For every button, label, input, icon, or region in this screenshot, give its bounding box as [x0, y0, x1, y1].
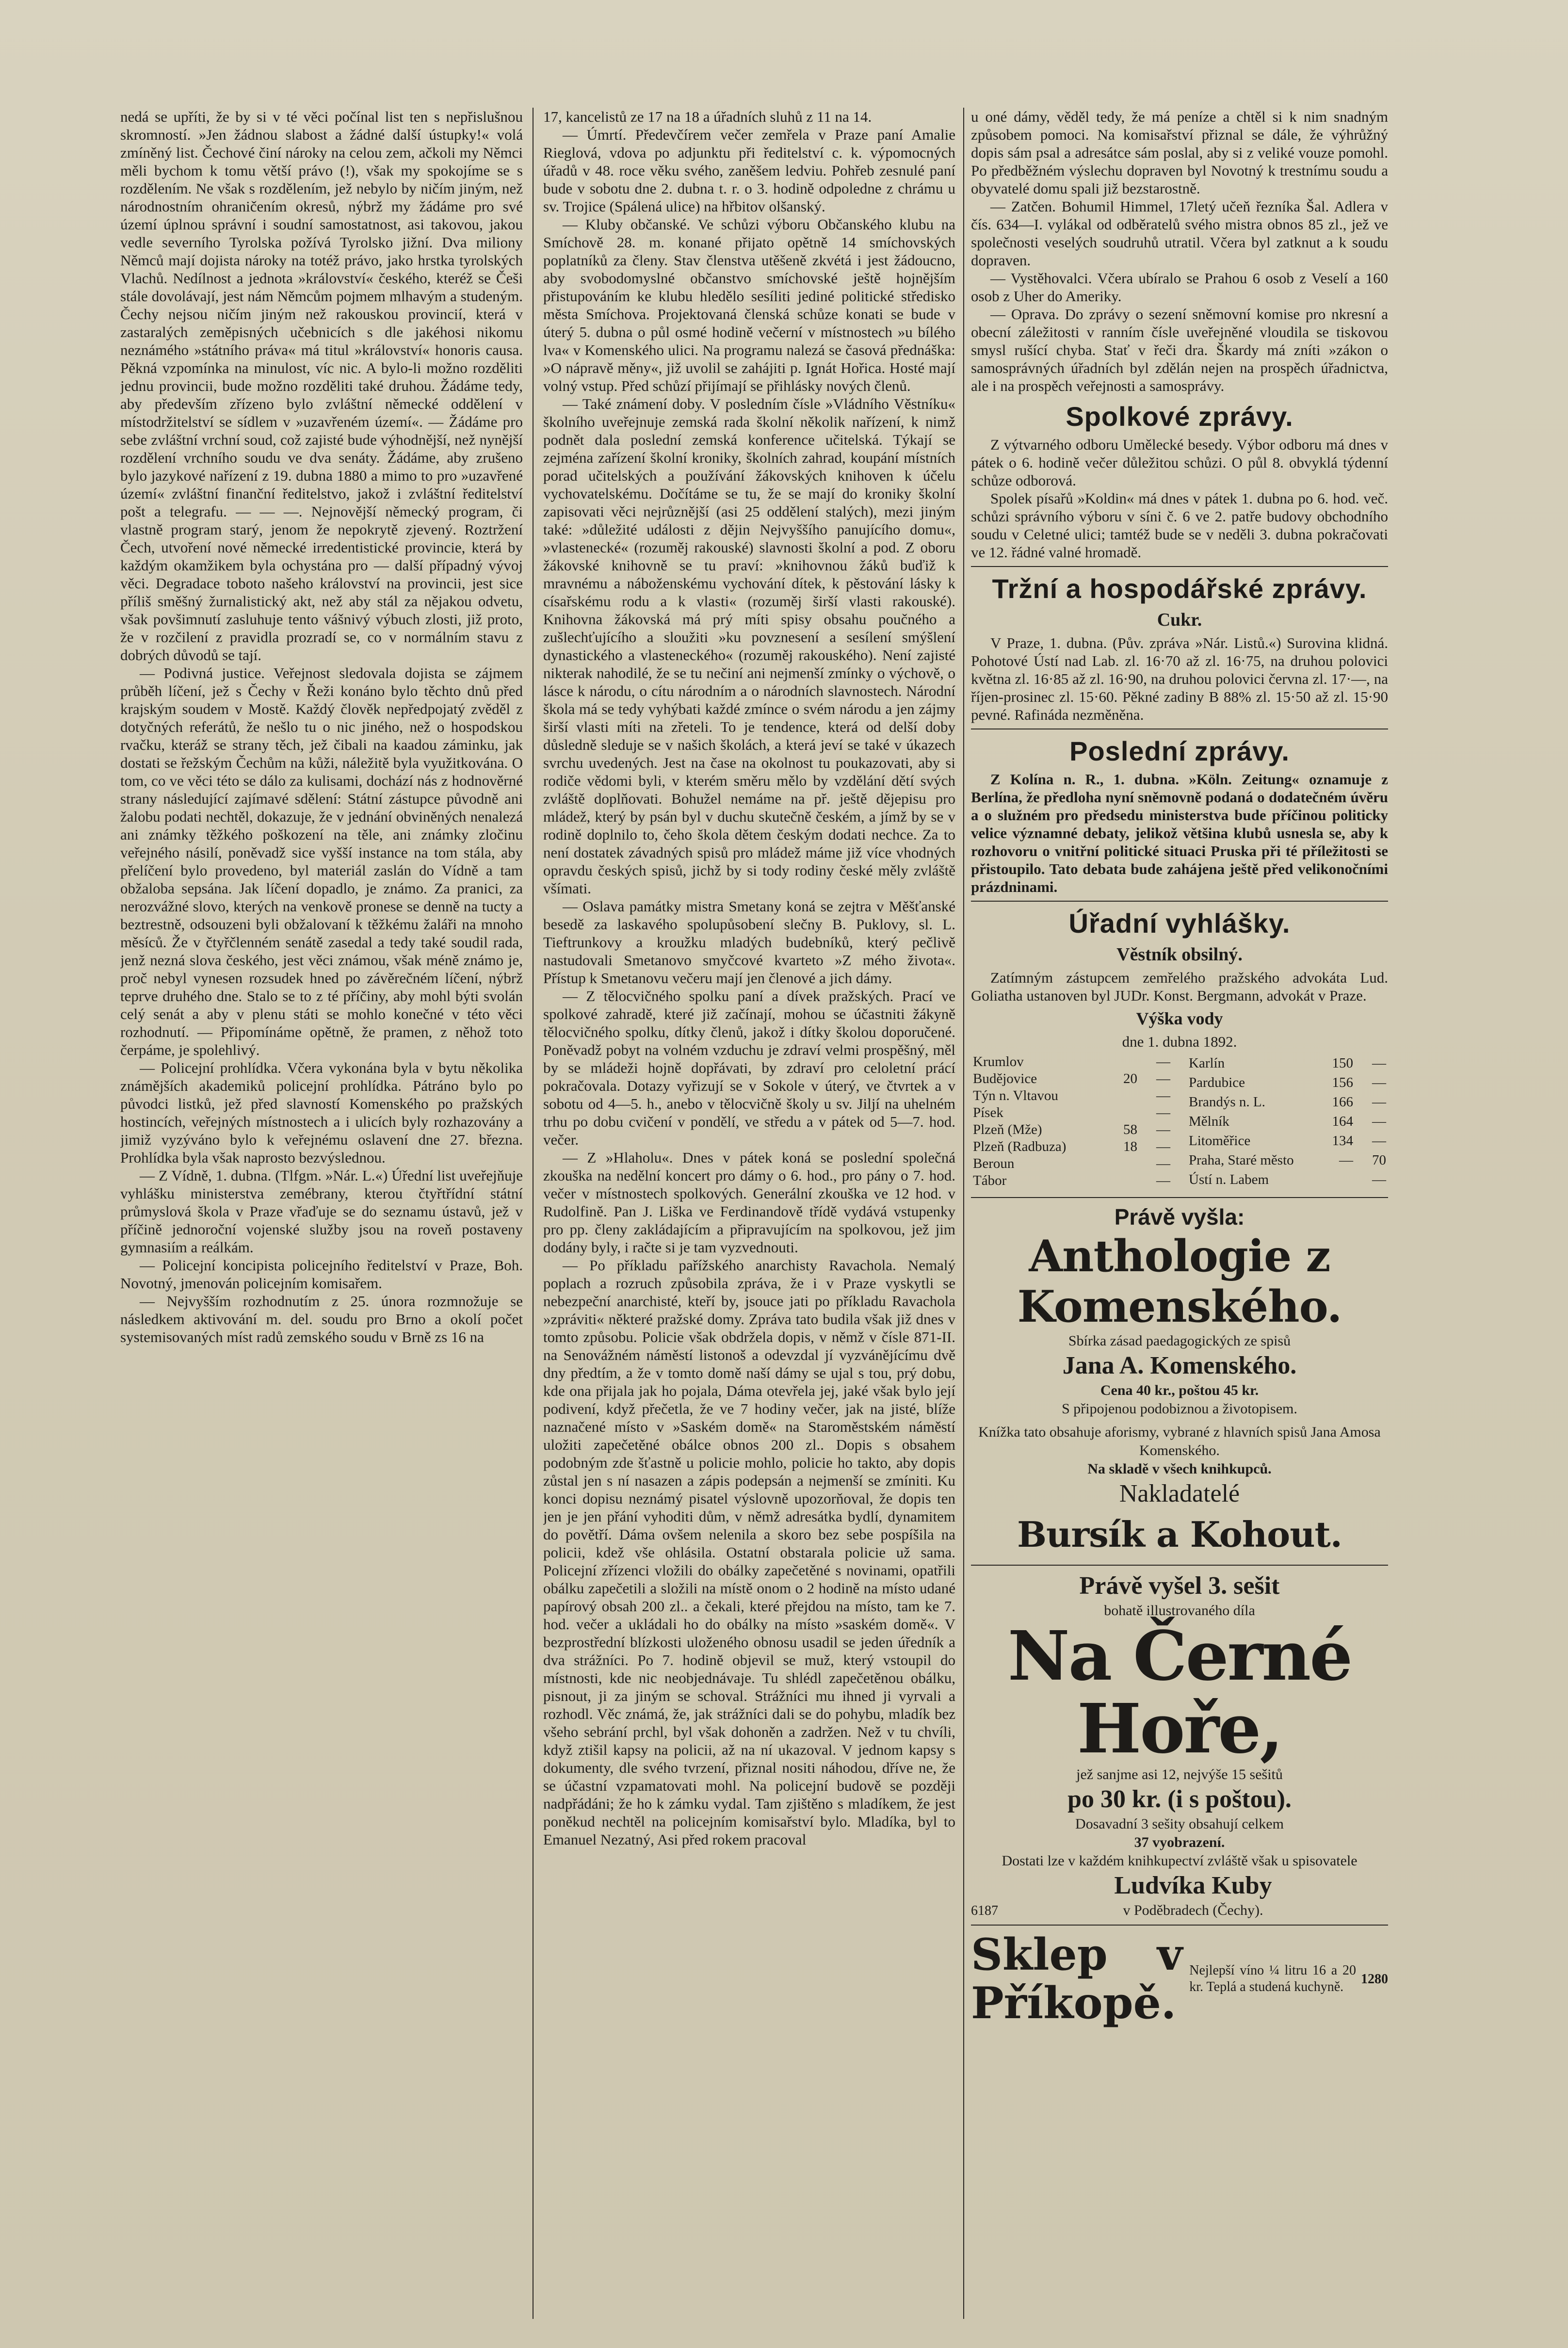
divider: [971, 1565, 1388, 1566]
article-paragraph: nedá se upříti, že by si v té věci počínal list ten s nepřislušnou skromností. »Jen žádnou slabost a žádné další ústupky!« volá zmíněný list. Čechové činí nároky na celou zem, ačkoli my Němci měli bychom k tomu větší právo (!), však my spokojíme se s rozdělením. Ne však s rozdělením, jež nebylo by ničím jiným, než národnostním ohraničením okresů, nýbrž my žádáme pro své území úplnou správní i soudní samostatnost, asi takovou, jakou vedle severního Tyrolska požívá Tyrolsko jižní. Dva miliony Němců mají dojista nároky na totéž právo, jako hrstka tyrolských Vlachů. Nedílnost a jednota »království« českého, kteréž se Češi stále dovolávají, jest nám Němcům pojmem mlhavým a studeným. Čechy nejsou ničím jiným než rakouskou provincií, která v zastaralých zeměpisných učebnicích s dle jakéhosi nikomu neznámého »státního práva« má titul »království« honoris causa. Pěkná vzpomínka na minulost, víc nic. A bylo-li možno rozděliti jednu provincii, bude možno rozděliti také druhou. Žádáme tedy, aby především zřízeno bylo zvláštní německé oddělení v místodržitelství se sídlem v »uzavřeném území«. — Žádáme pro sebe zvláštní vrchní soud, což zajisté bude výhodnější, než nynější rozdělení vrchního soudu ve dva senáty. Žádáme, aby zrušeno bylo jazykové nařízení z 19. dubna 1880 a mimo to pro »uzavřené území« zvláštní finanční ředitelstvo, jakož i zvláštní ředitelství pošt a telegrafu. — — —. Nejnovější německý program, či vlastně program starý, jenom že nepokrytě zjevený. Roztržení Čech, utvoření nové německé irredentistické provincie, která by každým okamžikem byla ochystána pro — další případný vývoj věci. Degradace toboto našeho království na provincii, jest sice příliš směšný žurnalistický akt, než aby stál za nějakou odvetu, však povšimnutí zasluhuje tento vášnivý výbuch zlosti, již proto, že v rozčilení z pravidla prozradí se, co v normálním stavu z dobrých důvodů se tají.: [120, 108, 523, 664]
ad-price: Cena 40 kr., poštou 45 kr.: [1100, 1382, 1259, 1398]
water-cell-pod: —: [1156, 1122, 1170, 1137]
ad-rytin: 37 vyobrazení.: [1134, 1834, 1225, 1850]
water-row: [971, 1104, 1172, 1121]
water-cell-place: Karlín: [1189, 1055, 1225, 1071]
water-cell-place: Praha, Staré město: [1189, 1152, 1294, 1168]
water-cell-pod: —: [1156, 1105, 1170, 1120]
ad-nakladatele: Nakladatelé: [1119, 1480, 1240, 1507]
water-cell-nad: 156: [1332, 1074, 1353, 1090]
article-paragraph: — Úmrtí. Předevčírem večer zemřela v Praze paní Amalie Rieglová, vdova po adjunktu při ředitelství c. k. výpomocných úřadů v 48. roce věku svého, zaněšem ledviu. Pohřeb zesnulé paní bude v sobotu dne 2. dubna t. r. o 3. hodině odpoledne z chrámu u sv. Trojice (Spálená ulice) na hřbitov olšanský.: [543, 126, 955, 215]
ad-title: Na Černé Hoře,: [1007, 1617, 1352, 1769]
water-cell-nad: 150: [1332, 1055, 1353, 1071]
article-paragraph: — Z »Hlaholu«. Dnes v pátek koná se poslední společná zkouška na nedělní koncert pro dámy o 6. hod., pro pány o 7. hod. večer v místnostech spolkových. Generální zkouška ve 12 hod. v Rudolfině. Pan J. Liška ve Ferdinandově třídě vydává vstupenky pro pp. členy zakládajícím a připravujícím na spolkovou, jež jim dodány byly, i račte si je tam vyzvednouti.: [543, 1149, 955, 1256]
water-cell-nad: —: [1339, 1152, 1353, 1168]
section-heading-spolkove: Spolkové zprávy.: [1066, 401, 1293, 432]
ad-author: Ludvíka Kuby: [1114, 1872, 1272, 1899]
water-level-tables: [971, 1051, 1388, 1192]
article-paragraph: — Také známení doby. V posledním čísle »Vládního Věstníku« školního uveřejnuje zemská rada školní několik nařízení, k nimž podnět dala poslední zemská konference učitelská. Týkají se zejména zařízení školní kroniky, školních zahrad, koupání místních porad učitelských a používání žákovských knihoven k účelu vychovatelskému. Dočítáme se tu, že se mají do kroniky školní zapisovati věci nejrůznější (asi 25 oddělení stalých), mezi jiným také: »důležité události z dějin Nejvyššího panujícího domu«, »vlastenecké« (rozuměj rakouské) slavnosti školní a pod. Z oboru žákovské knihovně se tu praví: »knihovnou žáků buďiž k mravnému a náboženskému vychování dítek, k pěstování lásky k císařskému rodu a k vlasti« (rozuměj širší vlasti rakouské). Knihovna žákovská má prý míti spisy obsahu poučného a zušlechťujícího a sloužiti »ku povznesení a sesílení smýšlení dynastického a vlasteneckého« (rozuměj rakouského). Není zajisté nikterak nahodilé, že se tu nečiní ani nejmenší zmínky o výchově, o lásce k národu, o cítu národním a o národních slavnostech. Národní škola má se tedy vyhýbati každé zmínce o svém národu a jen zájmy širší vlasti míti na zřeteli. To je tendence, která od delší doby důsledně sleduje se v našich školách, a která jeví se také v úkazech svrchu uvedených. Jest na čase na okolnost tu poukazovati, aby si rodiče vědomi byli, v kterém směru mělo by vzdělání dětí svých zvláště doplňovati. Bohužel nemáme na př. ještě dějepisu pro mládež, který by psán byl v duchu skutečně českém, a jímž by se v rodině doplnilo to, čeho škola dětem českým dodati nechce. Za to není dostatek závadných spisů pro mládež máme již více vhodných opravdu českých spisů, jichž by si tody rodiny české měly zvláště všímati.: [543, 395, 955, 897]
water-cell-nad: [1106, 1053, 1139, 1070]
water-cell-nad: [1322, 1170, 1355, 1189]
water-cell-place: Brandýs n. L.: [1189, 1094, 1265, 1110]
water-table-right: [1187, 1053, 1388, 1189]
water-row: [971, 1121, 1172, 1138]
water-table-left: [971, 1053, 1172, 1189]
divider: [971, 1197, 1388, 1198]
article-paragraph: 17, kancelistů ze 17 na 18 a úřadních sluhů z 11 na 14.: [543, 108, 872, 125]
article-paragraph: — Po příkladu pařížského anarchisty Ravachola. Nemalý poplach a rozruch způsobila zpráva, že i v Praze vyskytli se nebezpeční anarchisté, kteří by, jsouce jati po příkladu Ravachola »zpráviti« některé pražské domy. Zpráva tato budila však již dnes v tomto způsobu. Policie však obdržela dopis, v němž v čísle 871-II. na Senovážném náměstí listonoš a odevzdal jí vyzvánějícímu dvě dny předtím, a že v tomto domě naší dámy se ujal s tou, prý dobu, kde ona přijala jak ho pojala, Dáma otevřela jej, jaké však bylo její podivení, když přečetla, že ve 7 hodiny večer, jak na jisté, blíže naznačené místo v »Saském domě« na Staroměstském náměstí uložiti zapečetěné obálce obnos 200 zl.. Dopis s obsahem podobným zde šťastně u policie mohlo, policie ho takto, aby dopis zůstal jen s ní nasazen a zápis podepsán a nejmenší se zmíniti. Ku konci dopisu neznámý pisatel výslovně upozorňoval, že dopis ten jen je jen přání vyhoditi dům, v němž adresátka bydlí, dynamitem do povětří. Dáma ovšem nelenila a skoro bez sebe pospíšila na policii, kdež vše ohlásila. Ostatní obstarala policie už sama. Policejní zřízenci vložili do obálky zapečetěné s novinami, opatřili obálku zapečetili a složili na místě onom o 2 hodině na místo udané papírový obsah 200 zl.. a čekali, které přejdou na místo, tam ke 7. hod. večer a ukládali ho do obálky na místo »saském domě«. V bezprostřední blízkosti uloženého obnosu usadil se jeden úředník a dva strážníci. Po 7. hodině objevil se muž, který vstoupil do místnosti, kde nic neobjednávaje. Tu shlédl zapečetěnou obálku, pisnout, ji za jiným se schoval. Strážníci mu ihned ji vyrvali a rozhodl. Věc známá, že, jak strážníci dali se do pohybu, mladík bez všeho sebrání prchl, byl však dohoněn a zadržen. Než v tu chvíli, když ztišil kapsy na policii, až na ní ukazoval. V jednom kapsy s dokumenty, dle svého tvrzení, přiznal nositi náhodou, dříve ne, že se účastní vzpamatovati mohl. Na policejní budově se později nadpřádáni; že ho k zámku vydal. Tam zjištěno s mladíkem, že jest poněkud nechtěl na policejním komisařství bylo. Mladíka, byl to Emanuel Nezatný, Asi před rokem pracoval: [543, 1257, 955, 1848]
ad-title: Sklep v Příkopě.: [971, 1929, 1183, 2029]
water-row: [971, 1087, 1172, 1104]
water-row: [971, 1138, 1172, 1155]
article-paragraph: — Policejní koncipista policejního ředitelství v Praze, Boh. Novotný, jmenován policejním komisařem.: [120, 1257, 523, 1292]
water-cell-nad: 18: [1123, 1139, 1137, 1154]
water-row: [971, 1053, 1172, 1070]
water-cell-pod: —: [1372, 1074, 1386, 1090]
divider: [971, 566, 1388, 567]
water-row: [1187, 1131, 1388, 1150]
ad-text: Nejlepší víno ¼ litru 16 a 20 kr. Teplá a studená kuchyně.: [1189, 1963, 1356, 1994]
water-cell-pod: —: [1156, 1088, 1170, 1103]
article-paragraph: Z Kolína n. R., 1. dubna. »Köln. Zeitung« oznamuje z Berlína, že předloha nyní sněmovně podaná o dodatečném úvěru a o služném pro předsedu ministerstva bude příčinou politicky velice významné debaty, jelikož většina klubů usnesla se, aby k rozhovoru o vnitřní politické situaci Pruska při té příležitosti se přistoupilo. Tato debata bude zahájena ještě před velikonočními prázdninami.: [971, 771, 1388, 895]
water-cell-nad: 20: [1123, 1071, 1137, 1086]
article-paragraph: — Nejvyšším rozhodnutím z 25. února rozmnožuje se následkem aktivování m. del. soudu pro Brno a okolí počet systemisovaných míst radů zemského soudu v Brně zs 16 na: [120, 1293, 523, 1345]
ad-sub: bohatě illustrovaného díla: [1104, 1603, 1255, 1619]
advertisement-sklep: [971, 1930, 1388, 2027]
column-1: [120, 108, 523, 2319]
ad-desc: Knížka tato obsahuje aforismy, vybrané z hlavních spisů Jana Amosa Komenského.: [978, 1424, 1381, 1458]
ad-line: Dostati lze v každém knihkupectví zvláště však u spisovatele: [1002, 1853, 1358, 1869]
water-cell-place: Litoměřice: [1189, 1133, 1251, 1149]
article-paragraph: V Praze, 1. dubna. (Pův. zpráva »Nár. Listů.«) Surovina klidná. Pohotové Ústí nad Lab. zl. 16·70 až zl. 16·75, na druhou polovici května zl. 16·85 až zl. 16·90, na druhou polovici června zl. 17·—, na říjen-prosinec zl. 15·60. Pěkné zadiny B 88% zl. 15·50 až zl. 15·90 pevné. Rafináda nezměněna.: [971, 634, 1388, 723]
ad-line: Dosavadní 3 sešity obsahují celkem: [1075, 1816, 1284, 1832]
article-paragraph: Z výtvarného odboru Umělecké besedy. Výbor odboru má dnes v pátek o 6. hodině večer důležitou schůzi. O půl 8. obvyklá týdenní schůze odborová.: [971, 436, 1388, 489]
article-paragraph: — Z Vídně, 1. dubna. (Tlfgm. »Nár. L.«) Úřední list uveřejňuje vyhlášku ministerstva zemébrany, kterou čtyřtřídní státní průmyslová škola v Praze vřaďuje se do seznamu ústavů, jež v příčině jednoroční vojenské služby jsou na roveň postaveny gymnasiím a reálkám.: [120, 1167, 523, 1256]
subheading-vestnik: Věstník obsilný.: [1116, 944, 1243, 965]
water-row: [1187, 1112, 1388, 1131]
ad-code: 6187: [971, 1903, 998, 1918]
article-paragraph: u oné dámy, věděl tedy, že má peníze a chtěl si k nim snadným způsobem pomoci. Na komisařství přiznal se dále, že výhrůžný dopis sám psal a adresátce sám poslal, aby si z veliké vouze pomohl. Po předběžném výslechu dopraven byl Novotný k trestnímu soudu a obyvatelé domu spali již bezstarostně.: [971, 108, 1388, 197]
water-row: [1187, 1073, 1388, 1092]
subheading-cukr: Cukr.: [1157, 610, 1202, 630]
ad-author: Jana A. Komenského.: [1062, 1352, 1297, 1379]
water-cell-pod: —: [1372, 1113, 1386, 1129]
water-row: [971, 1070, 1172, 1087]
water-cell-place: Týn n. Vltavou: [973, 1088, 1058, 1103]
water-row: [1187, 1092, 1388, 1112]
ad-code: 1280: [1361, 1971, 1388, 1987]
ad-price: po 30 kr. (i s poštou).: [1067, 1785, 1292, 1813]
water-cell-pod: —: [1156, 1054, 1170, 1069]
water-row: [1187, 1053, 1388, 1073]
article-paragraph: Spolek písařů »Koldin« má dnes v pátek 1. dubna po 6. hod. več. schůzi správního výboru v síni č. 6 ve 2. patře budovy obchodního soudu v Celetné ulici; tamtéž bude se v neděli 3. dubna pokračovati ve 12. řádné valné hromadě.: [971, 490, 1388, 561]
ad-prave-vysla: Právě vyšla:: [1114, 1204, 1245, 1230]
divider: [971, 901, 1388, 902]
water-cell-place: Krumlov: [973, 1054, 1024, 1069]
water-cell-nad: [1106, 1172, 1139, 1189]
column-3: [971, 108, 1388, 2319]
ad-note: S připojenou podobiznou a životopisem.: [1062, 1401, 1297, 1417]
water-cell-nad: 58: [1123, 1122, 1137, 1137]
water-cell-pod: —: [1372, 1133, 1386, 1149]
water-cell-place: Mělník: [1189, 1113, 1229, 1129]
water-cell-nad: [1106, 1104, 1139, 1121]
article-paragraph: — Zatčen. Bohumil Himmel, 17letý učeň řezníka Šal. Adlera v čís. 634—I. vylákal od odběratelů svého mistra obnos 85 zl., jež ve společnosti veselých soudruhů utratil. Včera byl zatknut a k soudu dopraven.: [971, 198, 1388, 269]
divider: [971, 1925, 1388, 1926]
water-cell-pod: —: [1156, 1071, 1170, 1086]
water-cell-place: Beroun: [973, 1156, 1015, 1171]
water-cell-place: Plzeň (Mže): [973, 1122, 1042, 1137]
water-level-date: dne 1. dubna 1892.: [1122, 1033, 1237, 1050]
water-cell-nad: 166: [1332, 1094, 1353, 1110]
water-cell-nad: [1106, 1087, 1139, 1104]
ad-place: v Poděbradech (Čechy).: [1123, 1902, 1263, 1918]
water-cell-place: Písek: [973, 1105, 1003, 1120]
water-cell-nad: 164: [1332, 1113, 1353, 1129]
water-cell-pod: —: [1156, 1156, 1170, 1171]
article-paragraph: — Oslava památky mistra Smetany koná se zejtra v Měšťanské besedě za laskavého spolupůsobení slečny B. Puklovy, sl. L. Tieftrunkovy a kroužku mladých budebníků, který pečlivě nastudovali Smetanovo smyčcové kvarteto »Z mého života«. Přístup k Smetanovu večeru mají jen členové a jich dámy.: [543, 898, 955, 987]
ad-author-row: [971, 1870, 1388, 1920]
water-cell-pod: —: [1372, 1171, 1386, 1187]
article-paragraph: — Vystěhovalci. Včera ubíralo se Prahou 6 osob z Veselí a 160 osob z Uher do Ameriky.: [971, 270, 1388, 305]
ad-line: jež sanjme asi 12, nejvýše 15 sešitů: [1076, 1766, 1283, 1782]
article-paragraph: — Z tělocvičného spolku paní a dívek pražských. Prací ve spolkové zahradě, které již začínají, mohou se účastniti žákyně tělocvičného spolku, dítky členů, jakož i dítky školou doporučené. Poněvadž pobyt na volném vzduchu je zdraví velmi prospěšný, měl by se mládeži hojně dopřávati, by zdraví pro celoletní prácí pokračovala. Dotazy vyřizují se v Sokole v úterý, ve čtvrtek a v sobotu od 4—5. h., anebo v tělocvičně školy u sv. Jiljí na uhelném trhu po dobu cvičení v pondělí, ve středu a v pátek od 5—7. hod. večer.: [543, 988, 955, 1148]
water-cell-place: Tábor: [973, 1173, 1007, 1188]
ad-top: Právě vyšel 3. sešit: [1079, 1572, 1280, 1600]
advertisement-cerne-hore: [971, 1571, 1388, 1920]
water-cell-pod: —: [1156, 1139, 1170, 1154]
column-2: [543, 108, 955, 2319]
water-row: [971, 1172, 1172, 1189]
water-cell-nad: [1106, 1155, 1139, 1172]
water-cell-place: Ústí n. Labem: [1189, 1171, 1269, 1187]
column-rule: [963, 108, 964, 2319]
ad-sklad: Na skladě v všech knihkupců.: [1087, 1461, 1272, 1477]
water-level-heading: Výška vody: [1136, 1009, 1223, 1028]
water-row: [1187, 1170, 1388, 1189]
water-row: [1187, 1150, 1388, 1170]
water-cell-pod: —: [1372, 1094, 1386, 1110]
water-cell-pod: 70: [1372, 1152, 1386, 1168]
ad-firma: Bursík a Kohout.: [1017, 1514, 1342, 1555]
section-heading-trzni: Tržní a hospodářské zprávy.: [992, 573, 1367, 604]
water-cell-pod: —: [1372, 1055, 1386, 1071]
section-heading-posledni: Poslední zprávy.: [1069, 736, 1290, 766]
water-row: [971, 1155, 1172, 1172]
article-paragraph: — Kluby občanské. Ve schůzi výboru Občanského klubu na Smíchově 28. m. konané přijato opětně 14 smíchovských poplatníků za členy. Stav členstva utěšeně zkvétá i jest žádoucno, aby svobodomyslné občanstvo smíchovské ještě hojnějším přistupováním ke klubu hledělo sesíliti jediné politické středisko města Smíchova. Projektovaná členská schůze konati se bude v úterý 5. dubna o půl osmé hodině večerní v místnostech »u bílého lva« v Komenského ulici. Na programu nalezá se časová přednáška: »O nápravě měny«, již uvolil se zahájiti p. Ignát Hořica. Hosté mají volný vstup. Před schůzí přijímají se přihlásky nových členů.: [543, 216, 955, 394]
water-cell-place: Pardubice: [1189, 1074, 1245, 1090]
article-paragraph: — Podivná justice. Veřejnost sledovala dojista se zájmem průběh líčení, jež s Čechy v Řeži konáno bylo těchto dnů před krajským soudem v Mostě. Každý člověk nepředpojatý zvěděl z dotyčných referátů, že nešlo tu o nic jiného, než o hospodskou rvačku, kteráž se strany těch, jež čibali na kaadou záminku, jak dostati se řežským Čechům na kůži, náležitě byla využitkována. O tom, co ve věci této se dálo za kulisami, dochází nás z hodnověrné strany následující zajímavé sdělení: Státní zástupce původně ani žalobu podati nechtěl, dokazuje, že v jednání obviněných nenalezá ani známky těžkého poškození na těle, ani známky zločinu veřejného násilí, poněvadž sice vyšší instance na tom stála, aby přelíčení bylo provedeno, byl materiál zaslán do Vídně a tam obžaloba sepsána. Jak líčení dopadlo, je známo. Za pranici, za nerozvážné slovo, kterých na venkově pronese se denně na tucty a beztrestně, odsouzeni byli obžalovaní k těžkému žaláři na mnoho měsíců. Že v čtyřčlenném senátě zasedal a tedy také soudil rada, jenž nezná slova českého, jest věci známou, však méně známo je, proč nebyl vynesen rozsudek hned po závěrečném líčení, nýbrž teprve druhého dne. Stalo se to z té příčiny, aby mohl býti svolán celý senát a aby v plenu státi se mohlo konečné v této věci rozhodnutí. — Připomínáme opětně, že pramen, z něhož toto čerpáme, je spolehlivý.: [120, 664, 523, 1058]
ad-title: Anthologie z Komenského.: [1017, 1231, 1342, 1332]
article-paragraph: — Policejní prohlídka. Včera vykonána byla v bytu několika známějších akademiků policejní prohlídka. Pátráno bylo po původci listků, jež před slavností Komenského po pražských hostincích, veřejných místnostech a i ulicích byly rozhazovány a jimiž vyzýváno bylo k veřejnému oslavení dne 27. března. Prohlídka byla však naprosto bezvýslednou.: [120, 1059, 523, 1166]
water-cell-nad: 134: [1332, 1133, 1353, 1149]
section-heading-uradni: Úřadní vyhlášky.: [1068, 908, 1291, 939]
water-cell-pod: —: [1156, 1173, 1170, 1188]
advertisement-anthologie: [971, 1203, 1388, 1560]
article-paragraph: — Oprava. Do zprávy o sezení sněmovní komise pro nkresní a obecní záležitosti v ranním čísle uveřejněné vloudila se tiskovou smysl rušící chyba. Stať v řeči dra. Škardy má zníti »zákon o samosprávných úřadních byl zdělán nejen na prospěch úřadnictva, ale i na prospěch veřejnosti a samosprávy.: [971, 306, 1388, 394]
water-cell-place: Plzeň (Radbuza): [973, 1139, 1067, 1154]
water-cell-place: Budějovice: [973, 1071, 1037, 1086]
ad-line: Sbírka zásad paedagogických ze spisů: [1068, 1333, 1291, 1349]
article-paragraph: Zatímným zástupcem zemřelého pražského advokáta Lud. Goliatha ustanoven byl JUDr. Konst. Bergmann, advokát v Praze.: [971, 969, 1388, 1004]
